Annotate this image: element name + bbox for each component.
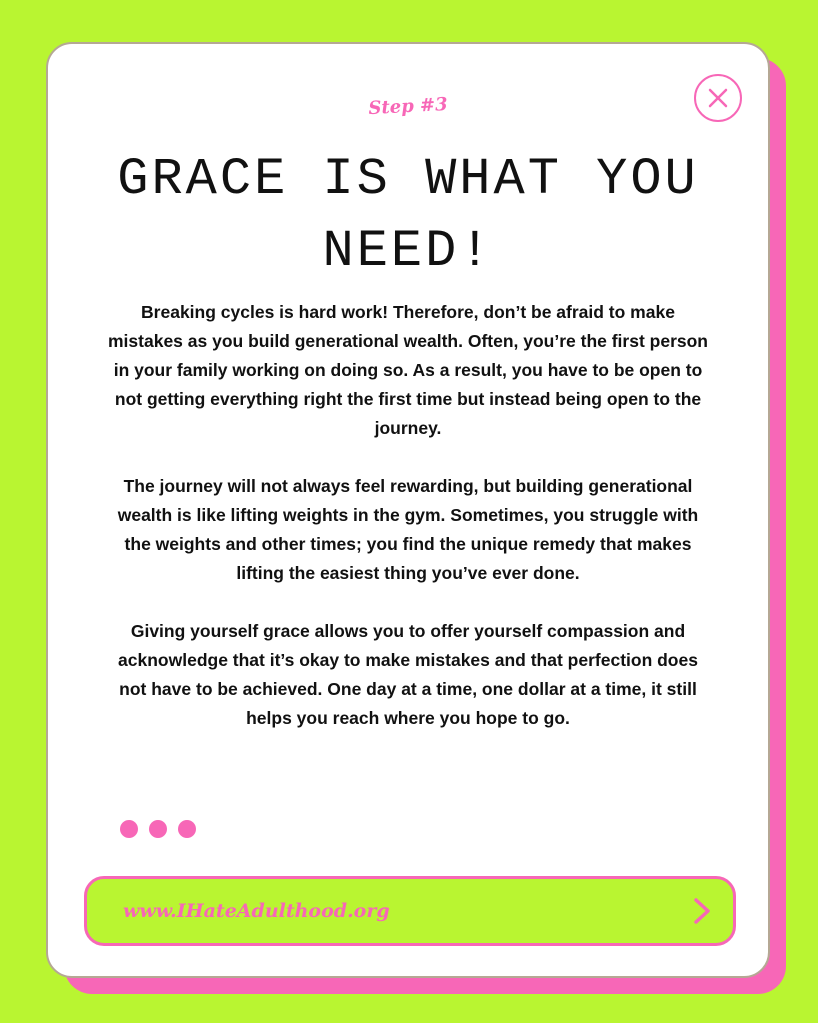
dot xyxy=(178,820,196,838)
content-card xyxy=(46,42,770,978)
website-link-button[interactable] xyxy=(84,876,736,946)
body-text xyxy=(108,298,708,762)
dot xyxy=(120,820,138,838)
paragraph-1: Breaking cycles is hard work! Therefore, don’t be afraid to make mistakes as you build generational wealth. Often, you’re the first person in your family working on doing so. As a result, you have to be open to not getting everything right the first time but instead being open to the journey. xyxy=(108,302,708,438)
step-label: Step #3 xyxy=(367,93,449,120)
paragraph-3: Giving yourself grace allows you to offer yourself compassion and acknowledge that it’s okay to make mistakes and that perfection does not have to be achieved. One day at a time, one dollar at a time, it still helps you reach where you hope to go. xyxy=(118,621,698,728)
website-link-text[interactable]: www.IHateAdulthood.org xyxy=(123,900,390,922)
paragraph-2: The journey will not always feel rewarding, but building generational wealth is like lifting weights in the gym. Sometimes, you struggle with the weights and other times; you find the unique remedy that makes lifting the easiest thing you’ve ever done. xyxy=(117,476,699,583)
dot xyxy=(149,820,167,838)
chevron-right-icon[interactable] xyxy=(691,896,713,926)
page-title: GRACE IS WHAT YOU NEED! xyxy=(117,150,699,281)
more-dots-icon xyxy=(120,820,196,838)
